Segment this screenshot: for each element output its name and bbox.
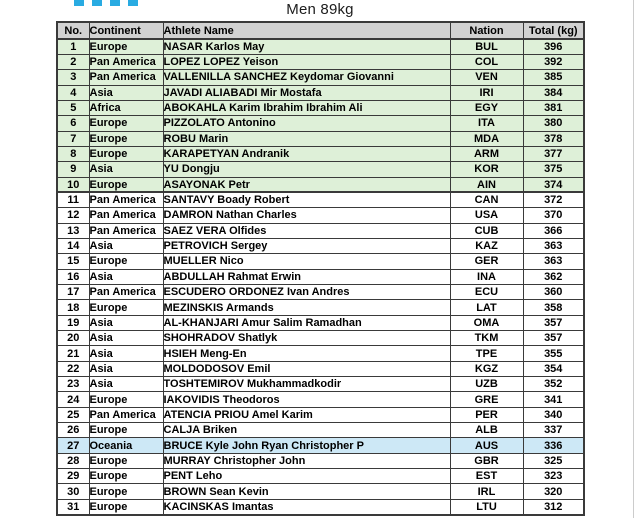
cell-total: 355 — [523, 346, 584, 361]
cell-nation: CUB — [450, 223, 523, 238]
cell-nation: ITA — [450, 116, 523, 131]
rankings-table — [56, 21, 585, 516]
cell-nation: GRE — [450, 392, 523, 407]
cell-nation: ARM — [450, 146, 523, 161]
cell-athlete: HSIEH Meng-En — [163, 346, 450, 361]
cell-no: 1 — [57, 39, 89, 54]
cell-total: 352 — [523, 377, 584, 392]
cell-no: 3 — [57, 70, 89, 85]
cell-continent: Pan America — [89, 407, 163, 422]
cell-athlete: MUELLER Nico — [163, 254, 450, 269]
table-row — [57, 208, 584, 223]
cell-no: 30 — [57, 484, 89, 499]
cell-nation: IRL — [450, 484, 523, 499]
cell-total: 340 — [523, 407, 584, 422]
cell-athlete: PETROVICH Sergey — [163, 238, 450, 253]
cell-total: 363 — [523, 254, 584, 269]
table-row — [57, 85, 584, 100]
cell-nation: VEN — [450, 70, 523, 85]
cell-continent: Pan America — [89, 208, 163, 223]
cell-athlete: AL-KHANJARI Amur Salim Ramadhan — [163, 315, 450, 330]
cell-athlete: JAVADI ALIABADI Mir Mostafa — [163, 85, 450, 100]
cell-athlete: CALJA Briken — [163, 423, 450, 438]
cell-continent: Oceania — [89, 438, 163, 453]
cell-continent: Asia — [89, 331, 163, 346]
cell-athlete: SHOHRADOV Shatlyk — [163, 331, 450, 346]
cell-total: 362 — [523, 269, 584, 284]
cell-athlete: KACINSKAS Imantas — [163, 499, 450, 514]
cell-total: 323 — [523, 469, 584, 484]
table-row — [57, 331, 584, 346]
cell-total: 375 — [523, 162, 584, 177]
cell-athlete: PIZZOLATO Antonino — [163, 116, 450, 131]
cell-no: 23 — [57, 377, 89, 392]
table-row — [57, 269, 584, 284]
cell-no: 27 — [57, 438, 89, 453]
cell-total: 337 — [523, 423, 584, 438]
cell-total: 385 — [523, 70, 584, 85]
cell-athlete: YU Dongju — [163, 162, 450, 177]
cell-nation: CAN — [450, 192, 523, 207]
table-row — [57, 146, 584, 161]
cell-no: 14 — [57, 238, 89, 253]
table-row — [57, 499, 584, 514]
cell-nation: OMA — [450, 315, 523, 330]
cell-nation: KAZ — [450, 238, 523, 253]
cell-continent: Asia — [89, 85, 163, 100]
cell-no: 8 — [57, 146, 89, 161]
cell-nation: IRI — [450, 85, 523, 100]
cell-no: 2 — [57, 54, 89, 69]
cell-no: 10 — [57, 177, 89, 192]
cell-total: 354 — [523, 361, 584, 376]
table-row — [57, 484, 584, 499]
cell-nation: LTU — [450, 499, 523, 514]
cell-athlete: VALLENILLA SANCHEZ Keydomar Giovanni — [163, 70, 450, 85]
cell-total: 341 — [523, 392, 584, 407]
cell-no: 18 — [57, 300, 89, 315]
cell-total: 374 — [523, 177, 584, 192]
cell-total: 377 — [523, 146, 584, 161]
cell-continent: Pan America — [89, 54, 163, 69]
cell-athlete: SAEZ VERA Olfides — [163, 223, 450, 238]
table-row — [57, 238, 584, 253]
cell-no: 15 — [57, 254, 89, 269]
table-row — [57, 54, 584, 69]
cell-total: 380 — [523, 116, 584, 131]
cell-total: 312 — [523, 499, 584, 514]
cell-nation: COL — [450, 54, 523, 69]
table-row — [57, 116, 584, 131]
cell-athlete: ESCUDERO ORDONEZ Ivan Andres — [163, 285, 450, 300]
cell-nation: KOR — [450, 162, 523, 177]
cell-nation: AIN — [450, 177, 523, 192]
cell-continent: Asia — [89, 238, 163, 253]
cell-no: 29 — [57, 469, 89, 484]
cell-continent: Pan America — [89, 70, 163, 85]
cell-athlete: BRUCE Kyle John Ryan Christopher P — [163, 438, 450, 453]
cell-continent: Europe — [89, 254, 163, 269]
cell-nation: BUL — [450, 39, 523, 54]
col-header-total: Total (kg) — [523, 22, 584, 39]
cell-nation: USA — [450, 208, 523, 223]
cell-no: 6 — [57, 116, 89, 131]
cell-total: 320 — [523, 484, 584, 499]
table-row — [57, 469, 584, 484]
cell-athlete: NASAR Karlos May — [163, 39, 450, 54]
col-header-continent: Continent — [89, 22, 163, 39]
cell-nation: ECU — [450, 285, 523, 300]
cell-continent: Europe — [89, 392, 163, 407]
table-row — [57, 177, 584, 192]
page-title: Men 89kg — [286, 1, 354, 18]
table-row — [57, 315, 584, 330]
cell-nation: TKM — [450, 331, 523, 346]
cell-nation: GER — [450, 254, 523, 269]
table-row — [57, 192, 584, 207]
table-row — [57, 300, 584, 315]
cell-no: 13 — [57, 223, 89, 238]
table-row — [57, 39, 584, 54]
cell-nation: AUS — [450, 438, 523, 453]
cell-no: 25 — [57, 407, 89, 422]
table-row — [57, 285, 584, 300]
cell-athlete: MOLDODOSOV Emil — [163, 361, 450, 376]
cell-total: 357 — [523, 331, 584, 346]
cell-total: 392 — [523, 54, 584, 69]
cell-continent: Europe — [89, 484, 163, 499]
cell-athlete: IAKOVIDIS Theodoros — [163, 392, 450, 407]
cell-total: 325 — [523, 453, 584, 468]
cell-continent: Europe — [89, 146, 163, 161]
cell-total: 372 — [523, 192, 584, 207]
cell-no: 28 — [57, 453, 89, 468]
cell-athlete: ABDULLAH Rahmat Erwin — [163, 269, 450, 284]
table-row — [57, 423, 584, 438]
cell-total: 357 — [523, 315, 584, 330]
cell-athlete: PENT Leho — [163, 469, 450, 484]
cell-continent: Asia — [89, 162, 163, 177]
cell-nation: PER — [450, 407, 523, 422]
cell-no: 4 — [57, 85, 89, 100]
cell-continent: Africa — [89, 100, 163, 115]
cell-nation: LAT — [450, 300, 523, 315]
cell-nation: TPE — [450, 346, 523, 361]
cell-total: 370 — [523, 208, 584, 223]
cell-no: 16 — [57, 269, 89, 284]
table-row — [57, 361, 584, 376]
cell-no: 20 — [57, 331, 89, 346]
cell-continent: Europe — [89, 453, 163, 468]
table-row — [57, 453, 584, 468]
table-row — [57, 377, 584, 392]
cell-total: 378 — [523, 131, 584, 146]
table-row — [57, 407, 584, 422]
col-header-nation: Nation — [450, 22, 523, 39]
cell-total: 381 — [523, 100, 584, 115]
cell-athlete: MEZINSKIS Armands — [163, 300, 450, 315]
cell-continent: Europe — [89, 300, 163, 315]
header-row — [57, 22, 584, 39]
cell-no: 9 — [57, 162, 89, 177]
cell-no: 24 — [57, 392, 89, 407]
cell-total: 384 — [523, 85, 584, 100]
cell-continent: Pan America — [89, 223, 163, 238]
cell-continent: Europe — [89, 39, 163, 54]
table-row — [57, 438, 584, 453]
cell-continent: Europe — [89, 423, 163, 438]
cell-no: 21 — [57, 346, 89, 361]
cell-athlete: DAMRON Nathan Charles — [163, 208, 450, 223]
cell-no: 19 — [57, 315, 89, 330]
cell-total: 358 — [523, 300, 584, 315]
cell-nation: MDA — [450, 131, 523, 146]
cell-nation: UZB — [450, 377, 523, 392]
cell-no: 7 — [57, 131, 89, 146]
cell-continent: Asia — [89, 361, 163, 376]
cell-athlete: SANTAVY Boady Robert — [163, 192, 450, 207]
table-row — [57, 131, 584, 146]
cell-athlete: ATENCIA PRIOU Amel Karim — [163, 407, 450, 422]
table-row — [57, 100, 584, 115]
cell-total: 360 — [523, 285, 584, 300]
cell-continent: Europe — [89, 499, 163, 514]
cell-nation: ALB — [450, 423, 523, 438]
cell-no: 12 — [57, 208, 89, 223]
cell-no: 11 — [57, 192, 89, 207]
table-row — [57, 254, 584, 269]
cell-nation: EST — [450, 469, 523, 484]
cell-nation: INA — [450, 269, 523, 284]
page-edge-line — [633, 0, 634, 518]
cell-continent: Asia — [89, 269, 163, 284]
cell-continent: Europe — [89, 131, 163, 146]
cell-athlete: KARAPETYAN Andranik — [163, 146, 450, 161]
cell-athlete: LOPEZ LOPEZ Yeison — [163, 54, 450, 69]
cell-athlete: BROWN Sean Kevin — [163, 484, 450, 499]
cell-nation: EGY — [450, 100, 523, 115]
cell-athlete: ASAYONAK Petr — [163, 177, 450, 192]
cell-total: 396 — [523, 39, 584, 54]
cell-continent: Europe — [89, 469, 163, 484]
cell-nation: GBR — [450, 453, 523, 468]
cell-continent: Asia — [89, 346, 163, 361]
cell-continent: Europe — [89, 116, 163, 131]
cell-no: 17 — [57, 285, 89, 300]
col-header-athlete: Athlete Name — [163, 22, 450, 39]
cell-no: 31 — [57, 499, 89, 514]
table-row — [57, 223, 584, 238]
col-header-no: No. — [57, 22, 89, 39]
cell-athlete: TOSHTEMIROV Mukhammadkodir — [163, 377, 450, 392]
cell-athlete: ROBU Marin — [163, 131, 450, 146]
table-row — [57, 346, 584, 361]
cell-continent: Pan America — [89, 192, 163, 207]
table-row — [57, 70, 584, 85]
cell-no: 5 — [57, 100, 89, 115]
cell-no: 22 — [57, 361, 89, 376]
cell-athlete: MURRAY Christopher John — [163, 453, 450, 468]
cell-continent: Europe — [89, 177, 163, 192]
table-row — [57, 162, 584, 177]
cell-nation: KGZ — [450, 361, 523, 376]
cell-continent: Asia — [89, 315, 163, 330]
cell-athlete: ABOKAHLA Karim Ibrahim Ibrahim Ali — [163, 100, 450, 115]
cell-continent: Asia — [89, 377, 163, 392]
cell-total: 366 — [523, 223, 584, 238]
cell-total: 336 — [523, 438, 584, 453]
cell-no: 26 — [57, 423, 89, 438]
table-row — [57, 392, 584, 407]
cell-total: 363 — [523, 238, 584, 253]
cell-continent: Pan America — [89, 285, 163, 300]
